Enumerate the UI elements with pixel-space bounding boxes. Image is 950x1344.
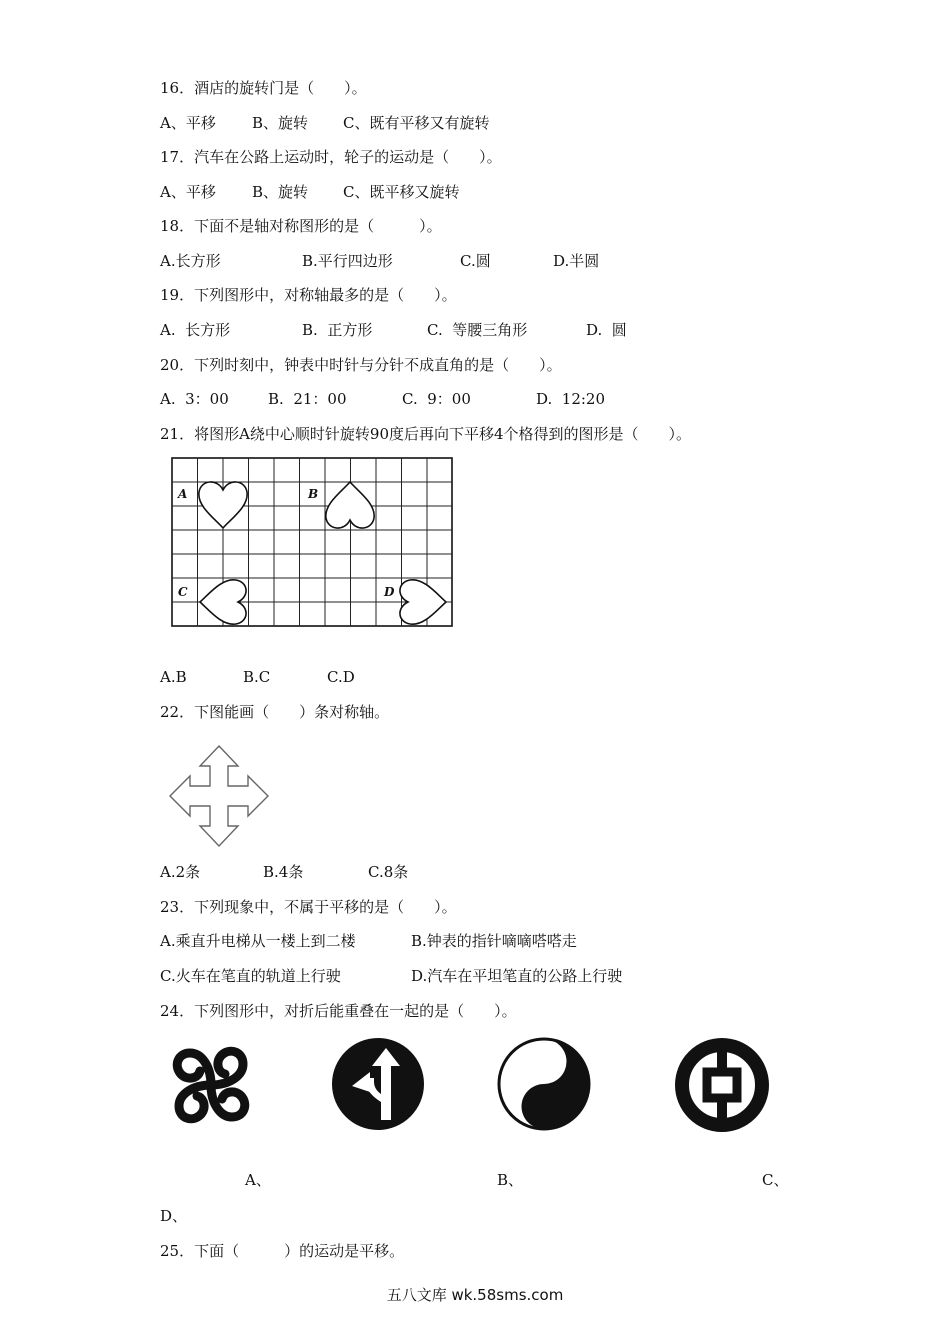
label-d: D — [384, 585, 395, 599]
q20-option-b: B. 21：00 — [268, 390, 347, 408]
q16-option-b: B、旋转 — [252, 114, 309, 132]
q24-option-c: C、 — [762, 1171, 789, 1189]
q21-option-c: C.D — [327, 668, 355, 686]
q20-option-a: A. 3：00 — [160, 390, 229, 408]
q21-option-b: B.C — [243, 668, 271, 686]
q18-option-d: D.半圆 — [553, 252, 600, 270]
q16-stem: 16．酒店的旋转门是（ ）。 — [160, 79, 367, 97]
q22-cross-arrow-figure — [166, 744, 272, 848]
q23-stem: 23．下列现象中，不属于平移的是（ ）。 — [160, 898, 457, 916]
heart-a — [199, 482, 247, 528]
label-c: C — [178, 585, 188, 599]
q21-option-a: A.B — [160, 668, 187, 686]
q18-option-c: C.圆 — [460, 252, 491, 270]
q18-option-a: A.长方形 — [160, 252, 221, 270]
q21-stem: 21．将图形A绕中心顺时针旋转90度后再向下平移4个格得到的图形是（ ）。 — [160, 425, 692, 443]
heart-d — [400, 580, 446, 624]
q19-stem: 19．下列图形中，对称轴最多的是（ ）。 — [160, 286, 457, 304]
q17-option-c: C、既平移又旋转 — [343, 183, 460, 201]
footer-watermark: 五八文库 wk.58sms.com — [386, 1286, 564, 1304]
q24-symbol-b-traffic-sign — [330, 1036, 426, 1132]
q21-grid-figure — [170, 456, 454, 628]
q19-option-a: A. 长方形 — [160, 321, 231, 339]
q22-option-c: C.8条 — [368, 863, 409, 881]
q23-option-d: D.汽车在平坦笔直的公路上行驶 — [411, 967, 623, 985]
q20-stem: 20．下列时刻中，钟表中时针与分针不成直角的是（ ）。 — [160, 356, 562, 374]
q24-option-d: D、 — [160, 1207, 188, 1225]
q22-stem: 22．下图能画（ ）条对称轴。 — [160, 703, 390, 721]
heart-b — [326, 482, 374, 528]
q25-stem: 25．下面（ ）的运动是平移。 — [160, 1242, 405, 1260]
q22-option-b: B.4条 — [263, 863, 304, 881]
q19-option-b: B. 正方形 — [302, 321, 373, 339]
q17-option-b: B、旋转 — [252, 183, 309, 201]
q24-option-a: A、 — [245, 1171, 271, 1189]
q18-stem: 18．下面不是轴对称图形的是（ ）。 — [160, 217, 442, 235]
q19-option-c: C. 等腰三角形 — [427, 321, 528, 339]
q24-symbol-c-yin-yang — [496, 1036, 592, 1132]
q24-option-b: B、 — [497, 1171, 524, 1189]
q17-stem: 17．汽车在公路上运动时，轮子的运动是（ ）。 — [160, 148, 502, 166]
q16-option-a: A、平移 — [160, 114, 216, 132]
q19-option-d: D. 圆 — [586, 321, 627, 339]
four-way-arrow-shape — [170, 746, 268, 846]
label-b: B — [308, 487, 319, 501]
q18-option-b: B.平行四边形 — [302, 252, 393, 270]
q20-option-d: D. 12:20 — [536, 390, 606, 408]
q23-option-b: B.钟表的指针嘀嘀嗒嗒走 — [411, 932, 577, 950]
q22-option-a: A.2条 — [160, 863, 201, 881]
q24-symbol-a-knot-logo — [162, 1037, 260, 1133]
label-a: A — [178, 487, 188, 501]
q20-option-c: C. 9：00 — [402, 390, 471, 408]
q16-option-c: C、既有平移又有旋转 — [343, 114, 490, 132]
q23-option-a: A.乘直升电梯从一楼上到二楼 — [160, 932, 356, 950]
q17-option-a: A、平移 — [160, 183, 216, 201]
q24-symbol-d-bank-coin-logo — [673, 1036, 771, 1134]
q24-stem: 24．下列图形中，对折后能重叠在一起的是（ ）。 — [160, 1002, 517, 1020]
heart-c — [200, 580, 246, 624]
q23-option-c: C.火车在笔直的轨道上行驶 — [160, 967, 341, 985]
